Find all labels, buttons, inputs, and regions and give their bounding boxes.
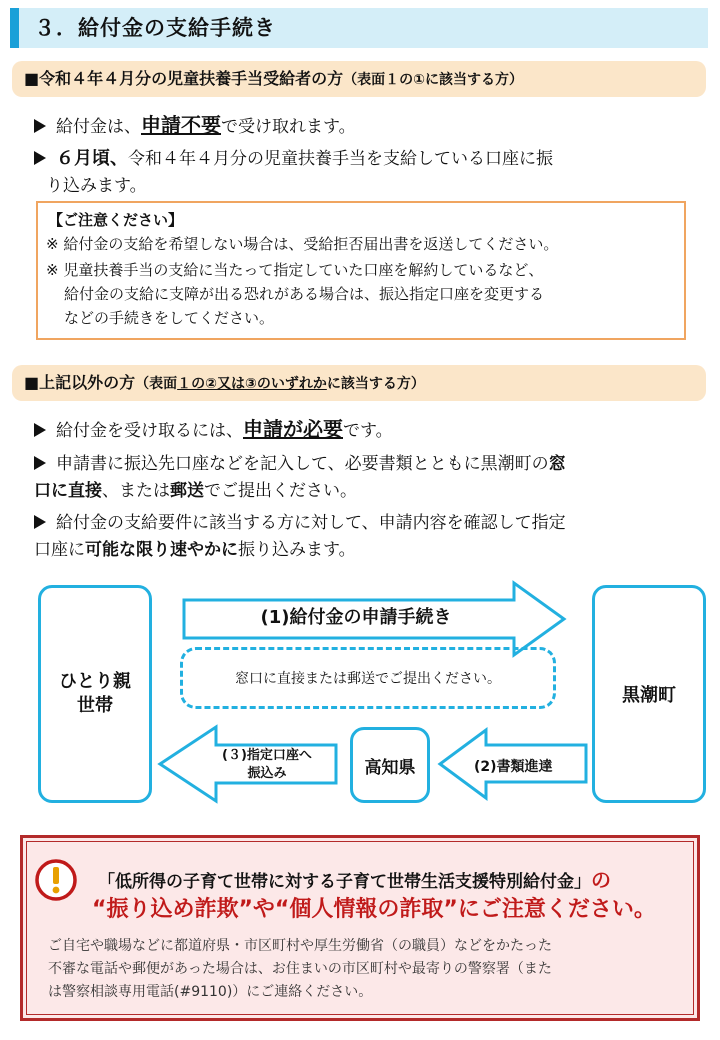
node-single-parent-household: ひとり親 世帯 (38, 585, 152, 803)
arrow1-label: (1)給付金の申請手続き (260, 607, 452, 628)
caution-item2-line2: 給付金の支給に支障が出る恐れがある場合は、振込指定口座を変更する (64, 285, 545, 303)
warning-line2: “振り込め詐欺”や“個人情報の詐取”にご注意ください。 (92, 897, 656, 922)
exclamation-icon (34, 858, 78, 902)
triangle-bullet-icon (34, 119, 46, 133)
arrow3-label: (３)指定口座へ 振込み (222, 748, 312, 781)
node-kochi-prefecture: 高知県 (350, 727, 430, 803)
section1-heading (12, 61, 706, 97)
section1-heading-main: ■令和４年４月分の児童扶養手当受給者の方 (24, 69, 344, 88)
caution-title: 【ご注意ください】 (48, 211, 184, 229)
triangle-bullet-icon (34, 423, 46, 437)
triangle-bullet-icon (34, 456, 46, 470)
no-application-emphasis: 申請不要 (141, 113, 221, 137)
page-title: ３．給付金の支給手続き (34, 16, 276, 40)
section1-heading-note: （表面１の①に該当する方） (343, 72, 523, 88)
warning-body: ご自宅や職場などに都道府県・市区町村や厚生労働省（の職員）などをかたった 不審な電話や郵便があった場合は、お住まいの市区町村や最寄りの警察署（また は警察相談専用電話(#9110)）にご連絡ください。 (48, 938, 552, 1000)
node-kuroshio-town: 黒潮町 (592, 585, 706, 803)
section1-bullet2: ６月頃、令和４年４月分の児童扶養手当を支給している口座に振 り込みます。 (34, 145, 694, 200)
section2-heading: ■上記以外の方（表面１の②又は③のいずれかに該当する方） (12, 365, 706, 401)
caution-item2-line3: などの手続きをしてください。 (64, 309, 275, 327)
section2-bullet3: 給付金の支給要件に該当する方に対して、申請内容を確認して指定 口座に可能な限り速やかに振り込みます。 (34, 513, 566, 560)
warning-line1: 「低所得の子育て世帯に対する子育て世帯生活支援特別給付金」の (98, 868, 611, 892)
title-accent (10, 8, 19, 48)
triangle-bullet-icon (34, 151, 46, 165)
section1-bullet1: 給付金は、申請不要で受け取れます。 (34, 112, 356, 141)
application-required-emphasis: 申請が必要 (243, 417, 343, 441)
dashed-note-box: 窓口に直接または郵送でご提出ください。 (180, 647, 556, 709)
section2-bullet2: 申請書に振込先口座などを記入して、必要書類とともに黒潮町の窓 口に直接、または郵送でご提出ください。 (34, 454, 566, 501)
arrow2-label: (2)書類進達 (474, 759, 553, 775)
section2-bullet1: 給付金を受け取るには、申請が必要です。 (34, 416, 393, 445)
caution-item2-line1: ※ 児童扶養手当の支給に当たって指定していた口座を解約しているなど、 (46, 261, 544, 279)
caution-item1: ※ 給付金の支給を希望しない場合は、受給拒否届出書を返送してください。 (46, 235, 559, 253)
triangle-bullet-icon (34, 515, 46, 529)
